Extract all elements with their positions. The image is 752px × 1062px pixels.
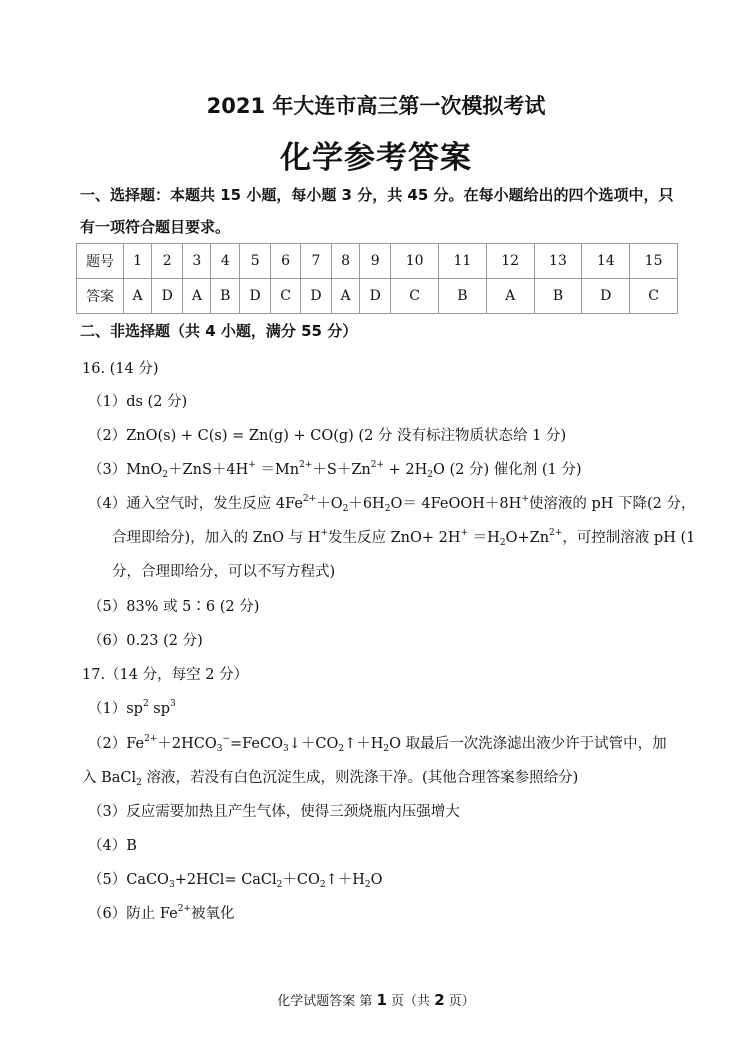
footer-prefix: 化学试题答案 第: [277, 994, 377, 1009]
exam-title: 2021 年大连市高三第一次模拟考试: [206, 94, 546, 118]
q16-answer-1: （1）ds (2 分): [88, 394, 188, 410]
section2-heading: 二、非选择题（共 4 小题，满分 55 分）: [80, 322, 358, 340]
q17-answer-1: $(1)sp^2$ $sp^3$: [88, 699, 176, 717]
answer-cell: B: [211, 279, 240, 314]
answer-cell: C: [391, 279, 439, 314]
answer-cell: A: [124, 279, 152, 314]
answer-cell: D: [300, 279, 331, 314]
row-label-number: 题号: [77, 244, 124, 279]
question-number-cell: 9: [360, 244, 391, 279]
answer-cell: D: [152, 279, 183, 314]
q16-answer-5: （5）83% 或 5∶6 (2 分): [88, 599, 260, 615]
row-label-answer: 答案: [77, 279, 124, 314]
q16-answer-2: （2）ZnO(s) + C(s) = Zn(g) + CO(g) (2 分 没有标注物质状态给 1 分): [88, 428, 567, 444]
answer-cell: B: [439, 279, 487, 314]
table-row-answers: [77, 279, 678, 314]
q17-answer-5: （5）CaCO$_3$+2HCl= $CaCl_2+CO_2↑+H_2O$: [88, 872, 383, 890]
answer-cell: D: [360, 279, 391, 314]
question-number-cell: 11: [439, 244, 487, 279]
answer-cell: B: [534, 279, 582, 314]
answer-cell: C: [271, 279, 301, 314]
q17-answer-3: （3）反应需要加热且产生气体，使得三颈烧瓶内压强增大: [88, 804, 460, 820]
footer-suffix: 页）: [444, 994, 475, 1009]
footer-page-number: 1: [376, 991, 387, 1009]
question-number-cell: 4: [211, 244, 240, 279]
question-number-cell: 1: [124, 244, 152, 279]
q16-answer-4-cont1: 合理即给分)，加入的 ZnO 与 H+发生反应 $ZnO+ 2H^+ =H_2O+Zn^{2+}$，可控制溶液 pH (1: [112, 528, 696, 548]
q16-answer-3: $(3)MnO_2+ZnS+4H^+ =Mn^{2+}+S+Zn^{2+} + 2H_2O$ (2 分) 催化剂 (1 分): [88, 460, 582, 480]
q17-answer-2-cont: 入 BaCl$_2$ 溶液，若没有白色沉淀生成，则洗涤干净。(其他合理答案参照给分): [82, 770, 579, 788]
question-number-cell: 3: [183, 244, 211, 279]
q17-answer-6: （6）防止 $Fe^{2+}$被氧化: [88, 904, 235, 922]
footer-mid: 页（共: [386, 994, 435, 1009]
q16-answer-4-cont2: 分，合理即给分，可以不写方程式): [112, 564, 336, 580]
answer-cell: A: [331, 279, 359, 314]
answer-cell: C: [630, 279, 678, 314]
answer-cell: A: [183, 279, 211, 314]
question-number-cell: 6: [271, 244, 301, 279]
question-number-cell: 8: [331, 244, 359, 279]
question-number-cell: 12: [486, 244, 534, 279]
footer-total-pages: 2: [434, 991, 445, 1009]
question-number-cell: 5: [240, 244, 271, 279]
question-number-cell: 7: [300, 244, 331, 279]
question-number-cell: 13: [534, 244, 582, 279]
q17-answer-2: $(2)Fe^{2+}+2HCO_3^-=FeCO_3↓+CO_2↑+H_2O$ 取最后一次洗涤滤出液少许于试管中，加: [88, 734, 667, 754]
q17-header: 17.（14 分，每空 2 分）: [82, 667, 249, 683]
question-number-cell: 10: [391, 244, 439, 279]
document-subtitle: 化学参考答案: [280, 140, 472, 176]
q16-answer-6: （6）0.23 (2 分): [88, 633, 203, 649]
section1-instructions-line2: 有一项符合题目要求。: [80, 218, 231, 236]
question-number-cell: 14: [582, 244, 630, 279]
question-number-cell: 2: [152, 244, 183, 279]
answer-cell: D: [240, 279, 271, 314]
page-footer: [0, 990, 752, 1009]
q16-header: 16. (14 分): [82, 361, 159, 377]
answer-cell: A: [486, 279, 534, 314]
question-number-cell: 15: [630, 244, 678, 279]
answer-table: [76, 243, 678, 314]
section1-instructions-line1: 一、选择题：本题共 15 小题，每小题 3 分，共 45 分。在每小题给出的四个选项中，只: [80, 186, 674, 204]
q17-answer-4: （4）B: [88, 838, 137, 854]
answer-cell: D: [582, 279, 630, 314]
table-row-numbers: [77, 244, 678, 279]
q16-answer-4: （4）通入空气时，发生反应 $4Fe^{2+}+O_2+6H_2O=$ 4FeOOH＋8H+使溶液的 pH 下降(2 分，: [88, 494, 696, 514]
